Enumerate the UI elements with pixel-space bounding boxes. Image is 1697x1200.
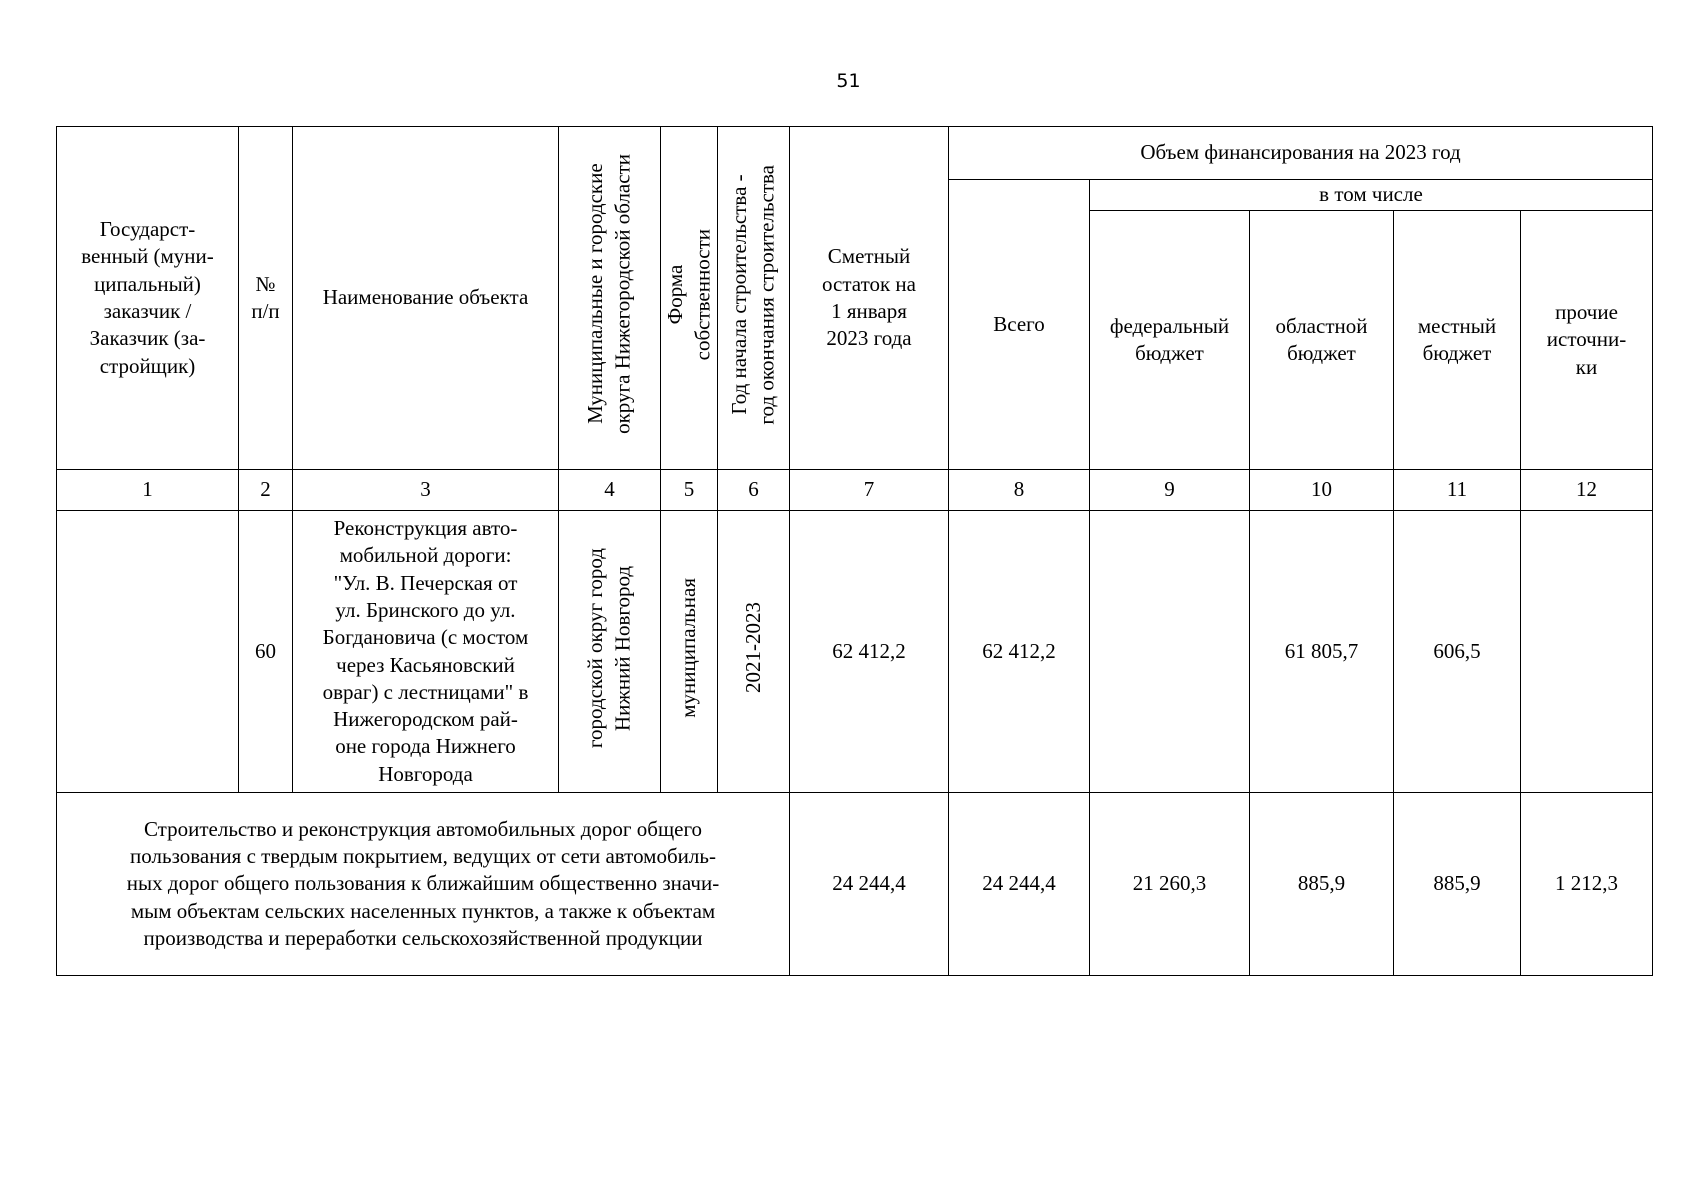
header-financing: Объем финансирования на 2023 год [949, 127, 1653, 180]
column-number: 6 [718, 470, 790, 511]
header-local: местный бюджет [1394, 211, 1521, 470]
summary-total: 24 244,4 [949, 793, 1090, 976]
summary-local: 885,9 [1394, 793, 1521, 976]
header-other: прочие источни- ки [1521, 211, 1653, 470]
table-row [57, 511, 1653, 793]
column-number: 3 [293, 470, 559, 511]
row-ownership-cell [661, 511, 718, 793]
header-district: Муниципальные и городские округа Нижегородской области [583, 154, 635, 435]
header-estimate: Сметный остаток на 1 января 2023 года [790, 127, 949, 470]
header-district-cell [559, 127, 661, 470]
financing-table [56, 126, 1653, 976]
page-number: 51 [836, 70, 861, 92]
summary-other: 1 212,3 [1521, 793, 1653, 976]
row-ownership: муниципальная [676, 577, 701, 718]
header-years: Год начала строительства - год окончания строительства [727, 164, 779, 425]
row-federal [1090, 511, 1250, 793]
column-numbers-row [57, 470, 1653, 511]
summary-estimate: 24 244,4 [790, 793, 949, 976]
header-regional: областной бюджет [1250, 211, 1394, 470]
row-object-name: Реконструкция авто- мобильной дороги: "Ул. В. Печерская от ул. Бринского до ул. Богдановича (с мостом через Касьяновский овраг) с лестницами" в Нижегородском рай- оне города Нижнего Новгорода [293, 511, 559, 793]
column-number: 10 [1250, 470, 1394, 511]
header-ownership: Форма собственности [662, 228, 714, 361]
row-other [1521, 511, 1653, 793]
header-ownership-cell [661, 127, 718, 470]
row-years: 2021-2023 [740, 602, 765, 694]
row-estimate: 62 412,2 [790, 511, 949, 793]
header-years-cell [718, 127, 790, 470]
row-years-cell [718, 511, 790, 793]
summary-title: Строительство и реконструкция автомобильных дорог общего пользования с твердым покрытием, ведущих от сети автомобиль- ных дорог общего пользования к ближайшим общественно значи- мым объектам сельских населенных пунктов, а также к объектам производства и переработки сельскохозяйственной продукции [57, 793, 790, 976]
column-number: 7 [790, 470, 949, 511]
header-customer: Государст- венный (муни- ципальный) заказчик / Заказчик (за- стройщик) [57, 127, 239, 470]
column-number: 4 [559, 470, 661, 511]
summary-regional: 885,9 [1250, 793, 1394, 976]
row-regional: 61 805,7 [1250, 511, 1394, 793]
column-number: 2 [239, 470, 293, 511]
row-district-cell [559, 511, 661, 793]
row-number: 60 [239, 511, 293, 793]
header-row-1 [57, 127, 1653, 180]
header-number: № п/п [239, 127, 293, 470]
header-object-name: Наименование объекта [293, 127, 559, 470]
header-including: в том числе [1090, 180, 1653, 211]
row-total: 62 412,2 [949, 511, 1090, 793]
column-number: 12 [1521, 470, 1653, 511]
column-number: 8 [949, 470, 1090, 511]
column-number: 9 [1090, 470, 1250, 511]
row-customer [57, 511, 239, 793]
summary-federal: 21 260,3 [1090, 793, 1250, 976]
column-number: 1 [57, 470, 239, 511]
header-total: Всего [949, 180, 1090, 470]
column-number: 11 [1394, 470, 1521, 511]
row-district: городской округ город Нижний Новгород [583, 547, 635, 748]
header-federal: федеральный бюджет [1090, 211, 1250, 470]
summary-row [57, 793, 1653, 976]
column-number: 5 [661, 470, 718, 511]
row-local: 606,5 [1394, 511, 1521, 793]
